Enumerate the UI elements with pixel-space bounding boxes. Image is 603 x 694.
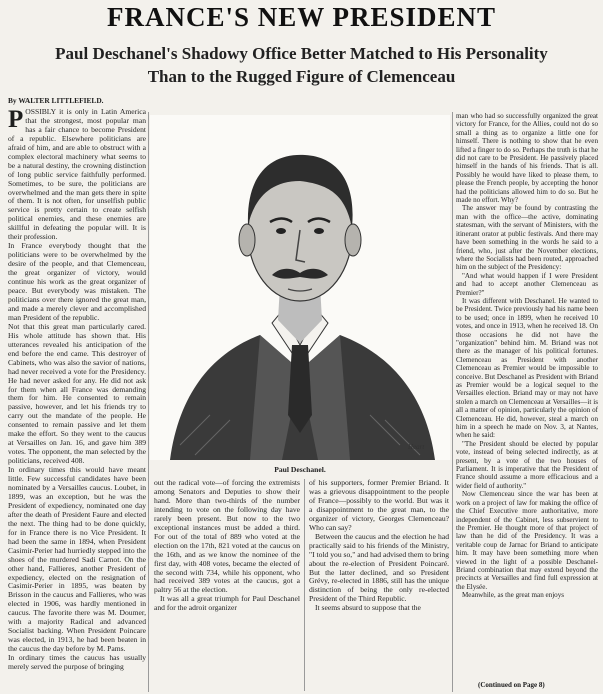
paragraph: It was all a great triumph for Paul Deschanel and for the adroit organizer — [154, 594, 300, 613]
paragraph-text: OSSIBLY it is only in Latin America that the strongest, most popular man has a fair chance to become President of a republic. Elsewhere politicians are afraid of him, and are able to obstruct with a complex electoral machinery what seems to be a natural destiny, the crowning distinction of long public service faithfully performed. Sometimes, to be sure, the politicians are overwhelmed and the man gets there in spite of them. It is not often, for unselfish public service is pretty certain to create selfish political enemies, and these enemies are skillful in defeating the popular will. It is their profession. — [8, 106, 146, 242]
paragraph: of his supporters, former Premier Briand. It was a grievous disappointment to the people of France—possibly to the world. But was it a disappointment to the great man, to the organizer of victory, Georges Clemenceau? Who can say? — [309, 479, 449, 532]
portrait-photo — [150, 115, 450, 460]
photo-caption: Paul Deschanel. — [274, 465, 326, 474]
subhead-line-1: Paul Deschanel's Shadowy Office Better Matched to His Personality — [55, 44, 548, 63]
continued-note: (Continued on Page 8) — [478, 681, 545, 689]
subhead-line-2: Than to the Rugged Figure of Clemenceau — [147, 67, 456, 86]
paragraph: Between the caucus and the election he had practically said to his friends of the Ministry, "I told you so," and had advised them to bring about the re-election of President Poincaré. But the latter declined, and so President Grévy, re-elected in 1886, still has the unique distinction of being the only re-elected President of the Third Republic. — [309, 531, 449, 604]
article-column-3 — [309, 479, 449, 613]
paragraph: "The President should be elected by popular vote, instead of being selected indirectly, as at present, by a vote of the two houses of Parliament. It is imperative that the President of France should assume a more efficacious and a wider field of authority." — [456, 439, 598, 490]
paragraph: In France everybody thought that the politicians were to be overwhelmed by the desire of the people, and that Clemenceau, the great organizer of victory, would continue his work as the great organizer of peace. But everybody was mistaken. The politicians over there ignored the great man, and made a merely clever and accomplished man President of the republic. — [8, 241, 146, 322]
drop-cap: P — [8, 105, 24, 133]
article-column-4 — [456, 112, 598, 600]
column-rule — [452, 112, 453, 692]
byline: By WALTER LITTLEFIELD. — [8, 97, 104, 105]
artist-signature: Heart — [408, 443, 425, 451]
paragraph: The answer may be found by contrasting the man with the office—the active, dominating statesman, with the servant of Ministers, with the itinerant orator at public festivals. And there may have been something in the words he said to a friend, who, just after the November elections, where the Socialists had been routed, approached him on the subject of the Presidency: — [456, 204, 598, 272]
paragraph: In ordinary times the caucus has usually merely served the purpose of bringing — [8, 653, 146, 672]
paragraph: Not that this great man particularly cared. His whole attitude has shown that. His utterances revealed his anticipation of the end before the end came. This destroyer of Cabinets, who was also the savior of nations, had never received a vote for the Presidency. He had never asked for any. He did not ask for them when all France was demanding them for him. He consented to remain passive, however, and let his friends try to carry out the mandate of the people. He consented to remain passive and let them make the effort. So they went to the caucus at Versailles on Jan. 16, and gave him 389 votes. The opponent, the man selected by the politicians, received 408. — [8, 321, 146, 466]
paragraph: man who had so successfully organized the great victory for France, for the Allies, could not do so small a thing as to organize a little one for himself. There is nothing to show that he even lifted a finger to do so. Perhaps the truth is that he did not care to be President. He passively placed himself in the hands of his friends. That is all. Possibly he would have liked to please them, to please the French people, by accepting the honor had the politicians allowed him to do so. But he made no effort. Why? — [456, 112, 598, 205]
column-rule — [304, 479, 305, 691]
headline: FRANCE'S NEW PRESIDENT — [106, 2, 497, 32]
paragraph: Meanwhile, as the great man enjoys — [462, 591, 565, 600]
paragraph: It was different with Deschanel. He wanted to be President. Twice previously had his name been to be used; once in 1899, when he received 10 votes, and once in 1913, when he received 18. On those occasions he did not have the "organization" behind him. M. Briand was not there as the manager of his political fortunes. Clemenceau as President with another Clemenceau as Premier would be impossible to conceive. But Deschanel as President with Briand as Premier would be a logical sequel to the Versailles election. Briand may or may not have stolen a march on Clemenceau at Versailles—it is all a matter of opinion, particularly the opinion of Clemenceau. He did, however, steal a march on him in a speech he made on Nov. 3, at Nantes, when he said: — [456, 296, 598, 440]
column-rule — [148, 112, 149, 692]
paragraph: In ordinary times this would have meant little. Few successful candidates have been nominated by a Versailles caucus. Loubet, in 1899, was an exception, but he was the President of expediency, nominated one day after the death of President Faure and elected the next. The thing had to be done quickly, for in France there is no Vice President. It had been the same in 1894, when President Casimir-Perier had hurriedly stepped into the shoes of the murdered Sadi Carnot. On the other hand, Fallieres, another President of expediency, elected on the resignation of Casimir-Perier in 1895, was beaten by Brisson in the caucus and Fallieres, who was elected in 1906, was hardly mentioned in caucus. The favorite there was M. Doumer, with a majority Radical and advanced Socialist backing. When President Poincare was elected, in 1913, he had been beaten in the caucus the day before by M. Pams. — [8, 465, 146, 654]
article-column-2 — [154, 479, 300, 613]
paragraph: "And what would happen if I were President and had to accept another Clemenceau as Premier?" — [456, 271, 598, 297]
paragraph: out the radical vote—of forcing the extremists among Senators and Deputies to show their hand. More than two-thirds of the number intending to vote on the following day have rarely been present. But now to the two exceptional instances must be added a third. For out of the total of 889 who voted at the election on the 17th, 821 voted at the caucus on the 16th, and as we know the nominee of the first day, with 408 votes, became the elected of the second with 734, while his opponent, who had received 389 votes at the caucus, got a paltry 56 at the election. — [154, 479, 300, 595]
paragraph: It seems absurd to suppose that the — [315, 603, 421, 613]
paragraph: Now Clemenceau since the war has been at work on a project of law for making the office of the Chief Executive more authoritative, more independent of the Cabinet, less subservient to the Premier. He thought more of that project of law than he did of the Presidency. It was a veritable coup de Jarnac for Briand to anticipate him. It may have been something more when viewed in the light of a possible Deschanel-Briand combination that may extend beyond the precincts at Versailles and find full expression at the Elysée. — [456, 490, 598, 591]
subheadline — [20, 42, 583, 88]
article-column-1 — [8, 97, 146, 672]
portrait-illustration — [150, 115, 450, 460]
paragraph — [8, 105, 146, 242]
